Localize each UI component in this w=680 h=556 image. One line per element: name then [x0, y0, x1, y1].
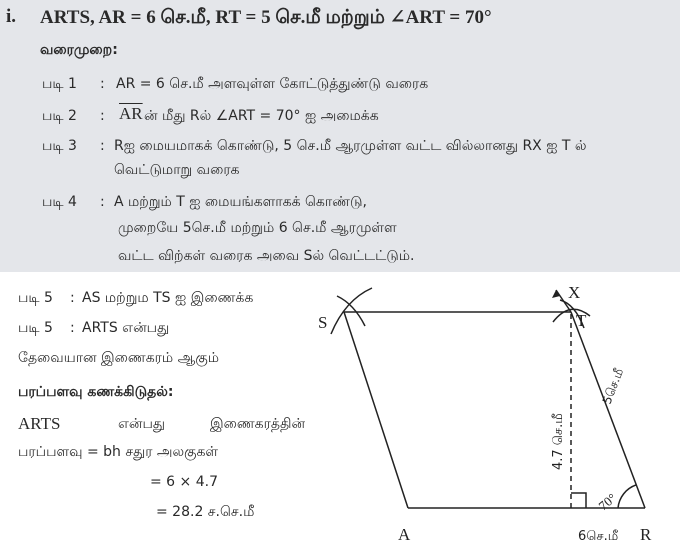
segment-ar-overline: $\overline{AR}$ [119, 104, 143, 123]
step-3-number: படி 3 [42, 138, 77, 154]
side-rt [571, 312, 645, 508]
method-heading: வரைமுறை: [40, 42, 118, 58]
label-r: R [640, 525, 652, 544]
area-line-1-inaikaram: இணைகரத்தின் [210, 416, 306, 432]
conclusion-text: தேவையான இணைகரம் ஆகும் [18, 350, 219, 366]
step-6-text: ARTS என்பது [82, 320, 170, 336]
step-4-text-line-3: வட்ட விற்கள் வரைக அவை Sல் வெட்டட்டும். [118, 248, 415, 264]
area-substitution: = 6 × 4.7 [150, 474, 218, 490]
step-4-colon: : [100, 194, 105, 210]
problem-title: ARTS, AR = 6 செ.மீ, RT = 5 செ.மீ மற்றும் ∠ART = 70° [40, 7, 492, 28]
step-2-colon: : [100, 108, 105, 124]
area-heading: பரப்பளவு கணக்கிடுதல்: [18, 384, 174, 400]
area-line-1-arts: ARTS [18, 414, 61, 433]
area-result: = 28.2 ச.செ.மீ [156, 504, 255, 520]
label-base-length: 6செ.மீ [578, 529, 619, 544]
side-as [344, 312, 408, 508]
step-4-number: படி 4 [42, 194, 77, 210]
label-a: A [398, 525, 411, 544]
area-line-1-enpathu: என்பது [118, 416, 166, 432]
step-5-text: AS மற்றும TS ஐ இணைக்க [82, 290, 254, 306]
label-s: S [318, 313, 328, 332]
area-formula: பரப்பளவு = bh சதுர அலகுகள் [18, 444, 219, 460]
step-5-number: படி 5 [18, 290, 53, 306]
label-x: X [568, 283, 581, 302]
step-3-colon: : [100, 138, 105, 154]
problem-number: i. [6, 6, 17, 27]
step-6-number: படி 5 [18, 320, 53, 336]
step-3-text-line-2: வெட்டுமாறு வரைக [114, 162, 240, 178]
step-6-colon: : [70, 320, 75, 336]
angle-arc [618, 485, 636, 508]
step-5-colon: : [70, 290, 75, 306]
arc-at-s [331, 288, 372, 334]
label-t: T [576, 311, 587, 330]
label-side-length: 5செ.மீ [599, 366, 627, 407]
step-2-text: ன் மீது Rல் ∠ART = 70° ஐ அமைக்க [144, 108, 379, 124]
step-4-text-line-1: A மற்றும் T ஐ மையங்களாகக் கொண்டு, [114, 194, 367, 210]
step-3-text-line-1: Rஐ மையமாகக் கொண்டு, 5 செ.மீ ஆரமுள்ள வட்ட வில்லானது RX ஐ T ல் [114, 138, 587, 154]
step-1-colon: : [100, 76, 105, 92]
step-1-number: படி 1 [42, 76, 77, 92]
step-4-text-line-2: முறையே 5செ.மீ மற்றும் 6 செ.மீ ஆரமுள்ள [118, 220, 397, 236]
right-angle-mark [571, 493, 586, 508]
arc-at-s-cross [337, 296, 365, 326]
step-1-text: AR = 6 செ.மீ அளவுள்ள கோட்டுத்துண்டு வரைக [116, 76, 429, 92]
label-angle: 70° [595, 490, 620, 514]
step-2-number: படி 2 [42, 108, 77, 124]
label-height: 4.7 செ.மீ [551, 413, 566, 470]
